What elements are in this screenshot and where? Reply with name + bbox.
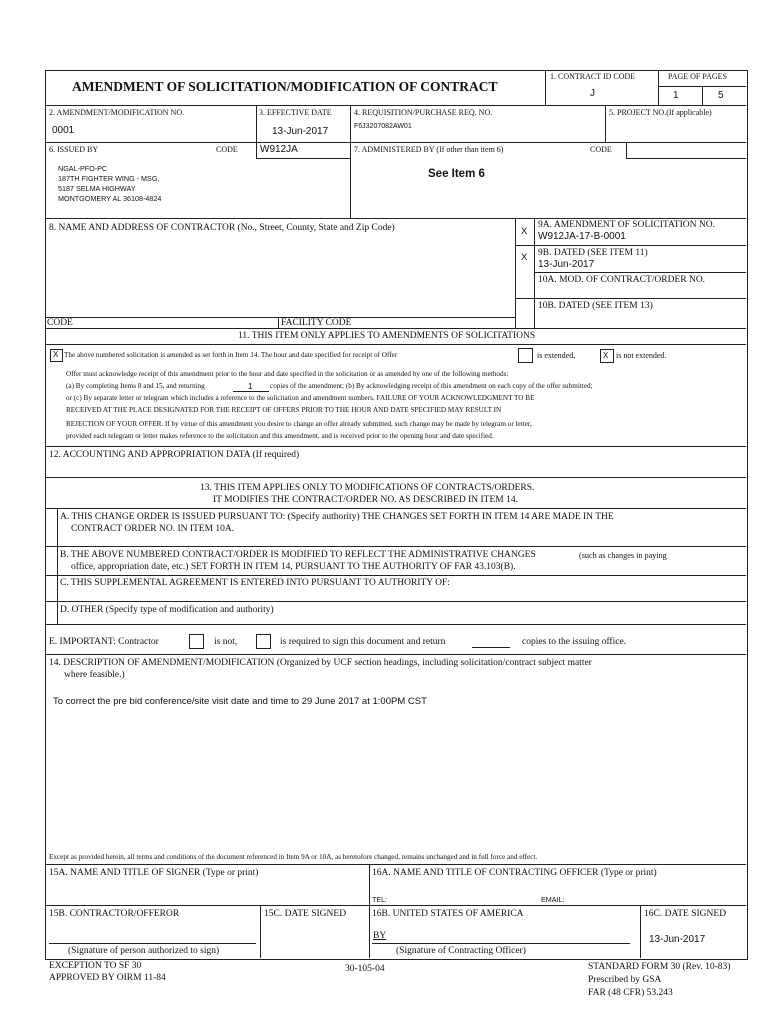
mod-contract-order-label: 10A. MOD. OF CONTRACT/ORDER NO.: [538, 275, 706, 285]
footer-form-code: 30-105-04: [345, 964, 385, 974]
total-pages: 5: [718, 90, 724, 101]
dated-10b-label: 10B. DATED (SEE ITEM 13): [538, 301, 653, 311]
contractor-offeror-label: 15B. CONTRACTOR/OFFEROR: [49, 909, 180, 919]
issuer-line-1: NGAL-PFO-PC: [58, 164, 108, 173]
administered-by-label: 7. ADMINISTERED BY (If other than item 6): [354, 145, 504, 154]
contract-id-code-label: 1. CONTRACT ID CODE: [550, 72, 636, 81]
issuer-line-3: 5187 SELMA HIGHWAY: [58, 184, 136, 193]
effective-date-value: 13-Jun-2017: [272, 126, 329, 137]
item-9a-x-mark: X: [521, 226, 528, 237]
item-11-copies-value: 1: [248, 381, 253, 391]
signature-person-label: (Signature of person authorized to sign): [68, 946, 220, 956]
not-extended-label: is not extended.: [616, 351, 667, 360]
item-13-title-1: 13. THIS ITEM APPLIES ONLY TO MODIFICATIONS OF CONTRACTS/ORDERS.: [200, 483, 535, 493]
contracting-officer-name-label: 16A. NAME AND TITLE OF CONTRACTING OFFICER (Type or print): [372, 868, 657, 878]
amendment-solicitation-no-value: W912JA-17-B-0001: [538, 231, 626, 242]
issuer-line-4: MONTGOMERY AL 36108-4824: [58, 194, 162, 203]
date-signed-16c-label: 16C. DATE SIGNED: [644, 909, 727, 919]
footer-standard-form: STANDARD FORM 30 (Rev. 10-83): [588, 962, 731, 972]
contractor-code-label: CODE: [47, 318, 73, 328]
item-13b-line-1: B. THE ABOVE NUMBERED CONTRACT/ORDER IS MODIFIED TO REFLECT THE ADMINISTRATIVE CHANGES: [60, 550, 536, 560]
item-13b-line-2: office, appropriation date, etc.) SET FORTH IN ITEM 14, PURSUANT TO THE AUTHORITY OF FAR 43.103(B).: [71, 562, 516, 572]
accounting-data-label: 12. ACCOUNTING AND APPROPRIATION DATA (If required): [49, 450, 300, 460]
facility-code-label: FACILITY CODE: [281, 318, 352, 328]
signer-name-title-label: 15A. NAME AND TITLE OF SIGNER (Type or print): [49, 868, 259, 878]
item-13-title-2: IT MODIFIES THE CONTRACT/ORDER NO. AS DESCRIBED IN ITEM 14.: [213, 495, 518, 505]
copies-to-issuing-office-label: copies to the issuing office.: [522, 637, 627, 647]
item-11-text-2b: copies of the amendment; (b) By acknowledging receipt of this amendment on each copy of the offer submitted;: [270, 382, 593, 390]
important-label: E. IMPORTANT: Contractor: [49, 637, 159, 647]
amendment-no-value: 0001: [52, 125, 75, 136]
item-11-text-5: REJECTION OF YOUR OFFER. If by virtue of this amendment you desire to change an offer already submitted, such change may be made by telegram or letter,: [66, 420, 532, 428]
requisition-no-value: F6J3207082AW01: [354, 123, 412, 130]
requisition-no-label: 4. REQUISITION/PURCHASE REQ. NO.: [354, 108, 493, 117]
administered-by-code-label: CODE: [590, 145, 612, 154]
page-of-pages-label: PAGE OF PAGES: [668, 72, 727, 81]
issued-by-label: 6. ISSUED BY: [49, 145, 99, 154]
issued-by-code-label: CODE: [216, 145, 238, 154]
page-number: 1: [673, 90, 679, 101]
footer-far: FAR (48 CFR) 53.243: [588, 988, 673, 998]
united-states-label: 16B. UNITED STATES OF AMERICA: [372, 909, 524, 919]
is-required-checkbox[interactable]: [256, 634, 271, 649]
issued-by-code: W912JA: [260, 144, 298, 155]
amendment-no-label: 2. AMENDMENT/MODIFICATION NO.: [49, 108, 185, 117]
item-11-text-3: or (c) By separate letter or telegram which includes a reference to the solicitation and amendment numbers. FAILURE OF YOUR ACKNOWLEDGMENT TO BE: [66, 394, 535, 402]
is-not-checkbox[interactable]: [189, 634, 204, 649]
amendment-solicitation-no-label: 9A. AMENDMENT OF SOLICITATION NO.: [538, 220, 715, 230]
item-11-title: 11. THIS ITEM ONLY APPLIES TO AMENDMENTS OF SOLICITATIONS: [238, 331, 536, 341]
not-extended-checkbox-mark: X: [603, 351, 609, 360]
is-required-label: is required to sign this document and return: [280, 637, 446, 647]
except-provided-text: Except as provided herein, all terms and conditions of the document referenced in Item 9A or 10A, as heretofore changed, remains unchanged and in full force and effect.: [49, 853, 538, 861]
item-9b-x-mark: X: [521, 252, 528, 263]
tel-label: TEL:: [372, 895, 388, 904]
item-13a-line-1: A. THIS CHANGE ORDER IS ISSUED PURSUANT TO: (Specify authority) THE CHANGES SET FORTH IN ITEM 14 ARE MADE IN THE: [60, 512, 614, 522]
item-11-text-4: RECEIVED AT THE PLACE DESIGNATED FOR THE RECEIPT OF OFFERS PRIOR TO THE HOUR AND DATE SPECIFIED MAY RESULT IN: [66, 406, 502, 414]
contract-id-code-value: J: [590, 88, 595, 99]
footer-approved: APPROVED BY OIRM 11-84: [49, 973, 166, 983]
by-label: BY: [373, 931, 387, 941]
is-not-label: is not,: [214, 637, 238, 647]
contractor-name-address-label: 8. NAME AND ADDRESS OF CONTRACTOR (No., Street, County, State and Zip Code): [49, 223, 395, 233]
description-label-2: where feasible.): [64, 670, 125, 680]
extended-label: is extended,: [537, 351, 576, 360]
item-11-statement: The above numbered solicitation is amended as set forth in Item 14. The hour and date specified for receipt of Offer: [64, 351, 398, 359]
amended-checkbox-mark: X: [53, 350, 59, 359]
item-11-text-6: provided each telegram or letter makes reference to the solicitation and this amendment, and is received prior to the opening hour and date specified.: [66, 432, 494, 440]
footer-exception: EXCEPTION TO SF 30: [49, 961, 142, 971]
dated-9b-value: 13-Jun-2017: [538, 259, 595, 270]
date-signed-15c-label: 15C. DATE SIGNED: [264, 909, 347, 919]
date-signed-16c-value: 13-Jun-2017: [649, 934, 706, 945]
form-title: AMENDMENT OF SOLICITATION/MODIFICATION OF CONTRACT: [72, 79, 498, 94]
effective-date-label: 3. EFFECTIVE DATE: [259, 108, 332, 117]
dated-9b-label: 9B. DATED (SEE ITEM 11): [538, 248, 648, 258]
extended-checkbox[interactable]: [518, 348, 533, 363]
item-13b-line-1-note: (such as changes in paying: [579, 551, 667, 560]
footer-prescribed: Prescribed by GSA: [588, 975, 662, 985]
signature-officer-label: (Signature of Contracting Officer): [396, 946, 526, 956]
item-11-text-1: Offer must acknowledge receipt of this amendment prior to the hour and date specified in the solicitation or as amended by one of the following methods:: [66, 370, 509, 378]
item-13d-label: D. OTHER (Specify type of modification and authority): [60, 605, 274, 615]
email-label: EMAIL:: [541, 895, 565, 904]
description-text: To correct the pre bid conference/site visit date and time to 29 June 2017 at 1:00PM CST: [53, 696, 427, 707]
item-11-text-2a: (a) By completing Items 8 and 15, and returning: [66, 382, 205, 390]
issuer-line-2: 187TH FIGHTER WING - MSG,: [58, 174, 160, 183]
item-13a-line-2: CONTRACT ORDER NO. IN ITEM 10A.: [71, 524, 235, 534]
description-label-1: 14. DESCRIPTION OF AMENDMENT/MODIFICATION (Organized by UCF section headings, including solicitation/contract subject matter: [49, 658, 592, 668]
project-no-label: 5. PROJECT NO.(If applicable): [609, 108, 712, 117]
item-13c-label: C. THIS SUPPLEMENTAL AGREEMENT IS ENTERED INTO PURSUANT TO AUTHORITY OF:: [60, 578, 450, 588]
administered-by-value: See Item 6: [428, 168, 485, 180]
